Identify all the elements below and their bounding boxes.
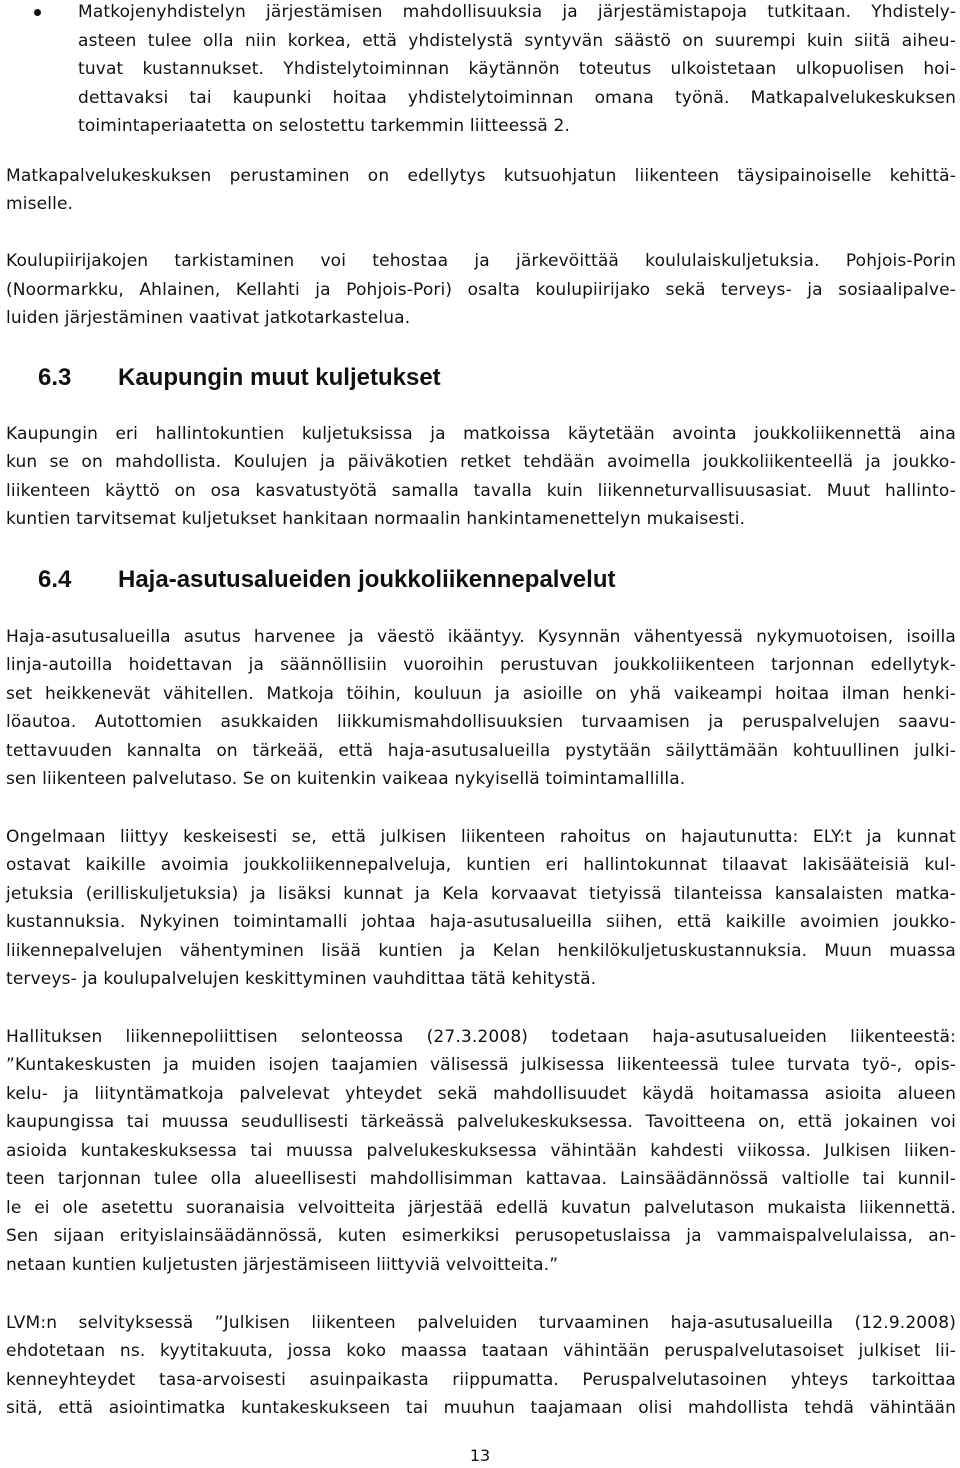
- text-line: kenneyhteydet tasa-arvoisesti asuinpaikasta riippumatta. Peruspalvelutasoinen yhteys tarkoittaa: [6, 1370, 956, 1390]
- text-line: ehdotetaan ns. kyytitakuuta, jossa koko maassa taataan vähintään peruspalvelutasoiset julkiset lii-: [6, 1341, 956, 1361]
- text-line: Matkojenyhdistelyn järjestämisen mahdollisuuksia ja järjestämistapoja tutkitaan. Yhdistely-: [78, 2, 956, 22]
- text-line: kelu- ja liityntämatkoja palvelevat yhteydet sekä mahdollisuudet käydä hoitamassa asioita alueen: [6, 1084, 956, 1104]
- text-line: Sen sijaan erityislainsäädännössä, kuten esimerkiksi perusopetuslaissa ja vammaispalvelulaissa, an-: [6, 1226, 956, 1246]
- text-line: asteen tulee olla niin korkea, että yhdistelystä syntyvän säästö on suurempi kuin siitä aiheu-: [78, 31, 956, 51]
- text-line: Haja-asutusalueilla asutus harvenee ja väestö ikääntyy. Kysynnän vähentyessä nykymuotoisen, isoilla: [6, 627, 956, 647]
- text-line: kuntien tarvitsemat kuljetukset hankitaan normaalin hankintamenettelyn mukaisesti.: [6, 509, 746, 529]
- text-line: tettavuuden kannalta on tärkeää, että haja-asutusalueilla pystytään säilyttämään kohtuullinen julki-: [6, 741, 956, 761]
- text-line: (Noormarkku, Ahlainen, Kellahti ja Pohjois-Pori) osalta koulupiirijako sekä terveys- ja sosiaalipalve-: [6, 280, 956, 300]
- text-line: kaupungissa tai muussa seudullisesti tärkeässä palvelukeskuksessa. Tavoitteena on, että jokainen voi: [6, 1112, 956, 1132]
- section-number: 6.4: [38, 566, 72, 593]
- text-line: le ei ole asetettu suoranaisia velvoitteita järjestää edellä kuvatun palvelutason mukaista liikennettä.: [6, 1198, 956, 1218]
- text-line: LVM:n selvityksessä ”Julkisen liikenteen palveluiden turvaaminen haja-asutusalueilla (12.9.2008): [6, 1313, 956, 1333]
- text-line: Koulupiirijakojen tarkistaminen voi tehostaa ja järkevöittää koululaiskuljetuksia. Pohjois-Porin: [6, 251, 956, 271]
- text-line: tuvat kustannukset. Yhdistelytoiminnan käytännön toteutus ulkoistetaan ulkopuolisen hoi-: [78, 59, 956, 79]
- text-line: sen liikenteen palvelutaso. Se on kuitenkin vaikeaa nykyisellä toimintamallilla.: [6, 769, 686, 789]
- text-line: terveys- ja koulupalvelujen keskittyminen vauhdittaa tätä kehitystä.: [6, 969, 597, 989]
- text-line: Kaupungin eri hallintokuntien kuljetuksissa ja matkoissa käytetään avointa joukkoliikennettä aina: [6, 424, 956, 444]
- text-line: netaan kuntien kuljetusten järjestämiseen liittyviä velvoitteita.”: [6, 1255, 559, 1275]
- text-line: luiden järjestäminen vaativat jatkotarkastelua.: [6, 308, 411, 328]
- text-line: Matkapalvelukeskuksen perustaminen on edellytys kutsuohjatun liikenteen täysipainoiselle kehittä-: [6, 166, 956, 186]
- text-line: Hallituksen liikennepoliittisen selonteossa (27.3.2008) todetaan haja-asutusalueiden liikenteestä:: [6, 1027, 956, 1047]
- text-line: Ongelmaan liittyy keskeisesti se, että julkisen liikenteen rahoitus on hajautunutta: ELY:t ja kunnat: [6, 827, 956, 847]
- text-line: löautoa. Autottomien asukkaiden liikkumismahdollisuuksien turvaamisen ja peruspalvelujen saavu-: [6, 712, 956, 732]
- text-line: liikennepalvelujen vähentyminen lisää kuntien ja Kelan henkilökuljetuskustannuksia. Muun muassa: [6, 941, 956, 961]
- text-line: ”Kuntakeskusten ja muiden isojen taajamien välisessä julkisessa liikenteessä tulee turvata työ-, opis-: [6, 1055, 956, 1075]
- section-title: Kaupungin muut kuljetukset: [118, 364, 441, 391]
- text-line: kustannuksia. Nykyinen toimintamalli johtaa haja-asutusalueilla siihen, että kaikille avoimien joukko-: [6, 912, 956, 932]
- text-line: asioida kuntakeskuksessa tai muussa palvelukeskuksessa vähintään kahdesti viikossa. Julkisen liiken-: [6, 1141, 956, 1161]
- text-line: kun se on mahdollista. Koulujen ja päiväkotien retket tehdään avoimella joukkoliikenteellä ja joukko-: [6, 452, 956, 472]
- text-line: teen tarjonnan tulee olla alueellisesti mahdollisimman kattavaa. Lainsäädännössä valtiolle tai kunnil-: [6, 1169, 956, 1189]
- section-number: 6.3: [38, 364, 72, 391]
- text-line: set heikkenevät vähitellen. Matkoja töihin, kouluun ja asioille on yhä vaikeampi hoitaa ilman henki-: [6, 684, 956, 704]
- text-line: jetuksia (erilliskuljetuksia) ja lisäksi kunnat ja Kela korvaavat tietyissä tilanteissa kansalaisten matka-: [6, 884, 956, 904]
- section-title: Haja-asutusalueiden joukkoliikennepalvelut: [118, 566, 616, 593]
- text-line: toimintaperiaatetta on selostettu tarkemmin liitteessä 2.: [78, 116, 571, 136]
- bullet-icon: [34, 9, 41, 16]
- page-number: 13: [469, 1446, 491, 1465]
- text-line: linja-autoilla hoidettavan ja säännöllisiin vuoroihin perustuvan joukkoliikenteen tarjonnan edellytyk-: [6, 655, 956, 675]
- text-line: liikenteen käyttö on osa kasvatustyötä samalla tavalla kuin liikenneturvallisuusasiat. Muut hallinto-: [6, 481, 956, 501]
- text-line: ostavat kaikille avoimia joukkoliikennepalveluja, kuntien eri hallintokunnat tilaavat lakisääteisiä kul-: [6, 855, 956, 875]
- text-line: sitä, että asiointimatka kuntakeskukseen tai muuhun taajamaan olisi mahdollista tehdä vähintään: [6, 1398, 956, 1418]
- text-line: dettavaksi tai kaupunki hoitaa yhdistelytoiminnan omana työnä. Matkapalvelukeskuksen: [78, 88, 956, 108]
- text-line: miselle.: [6, 194, 74, 214]
